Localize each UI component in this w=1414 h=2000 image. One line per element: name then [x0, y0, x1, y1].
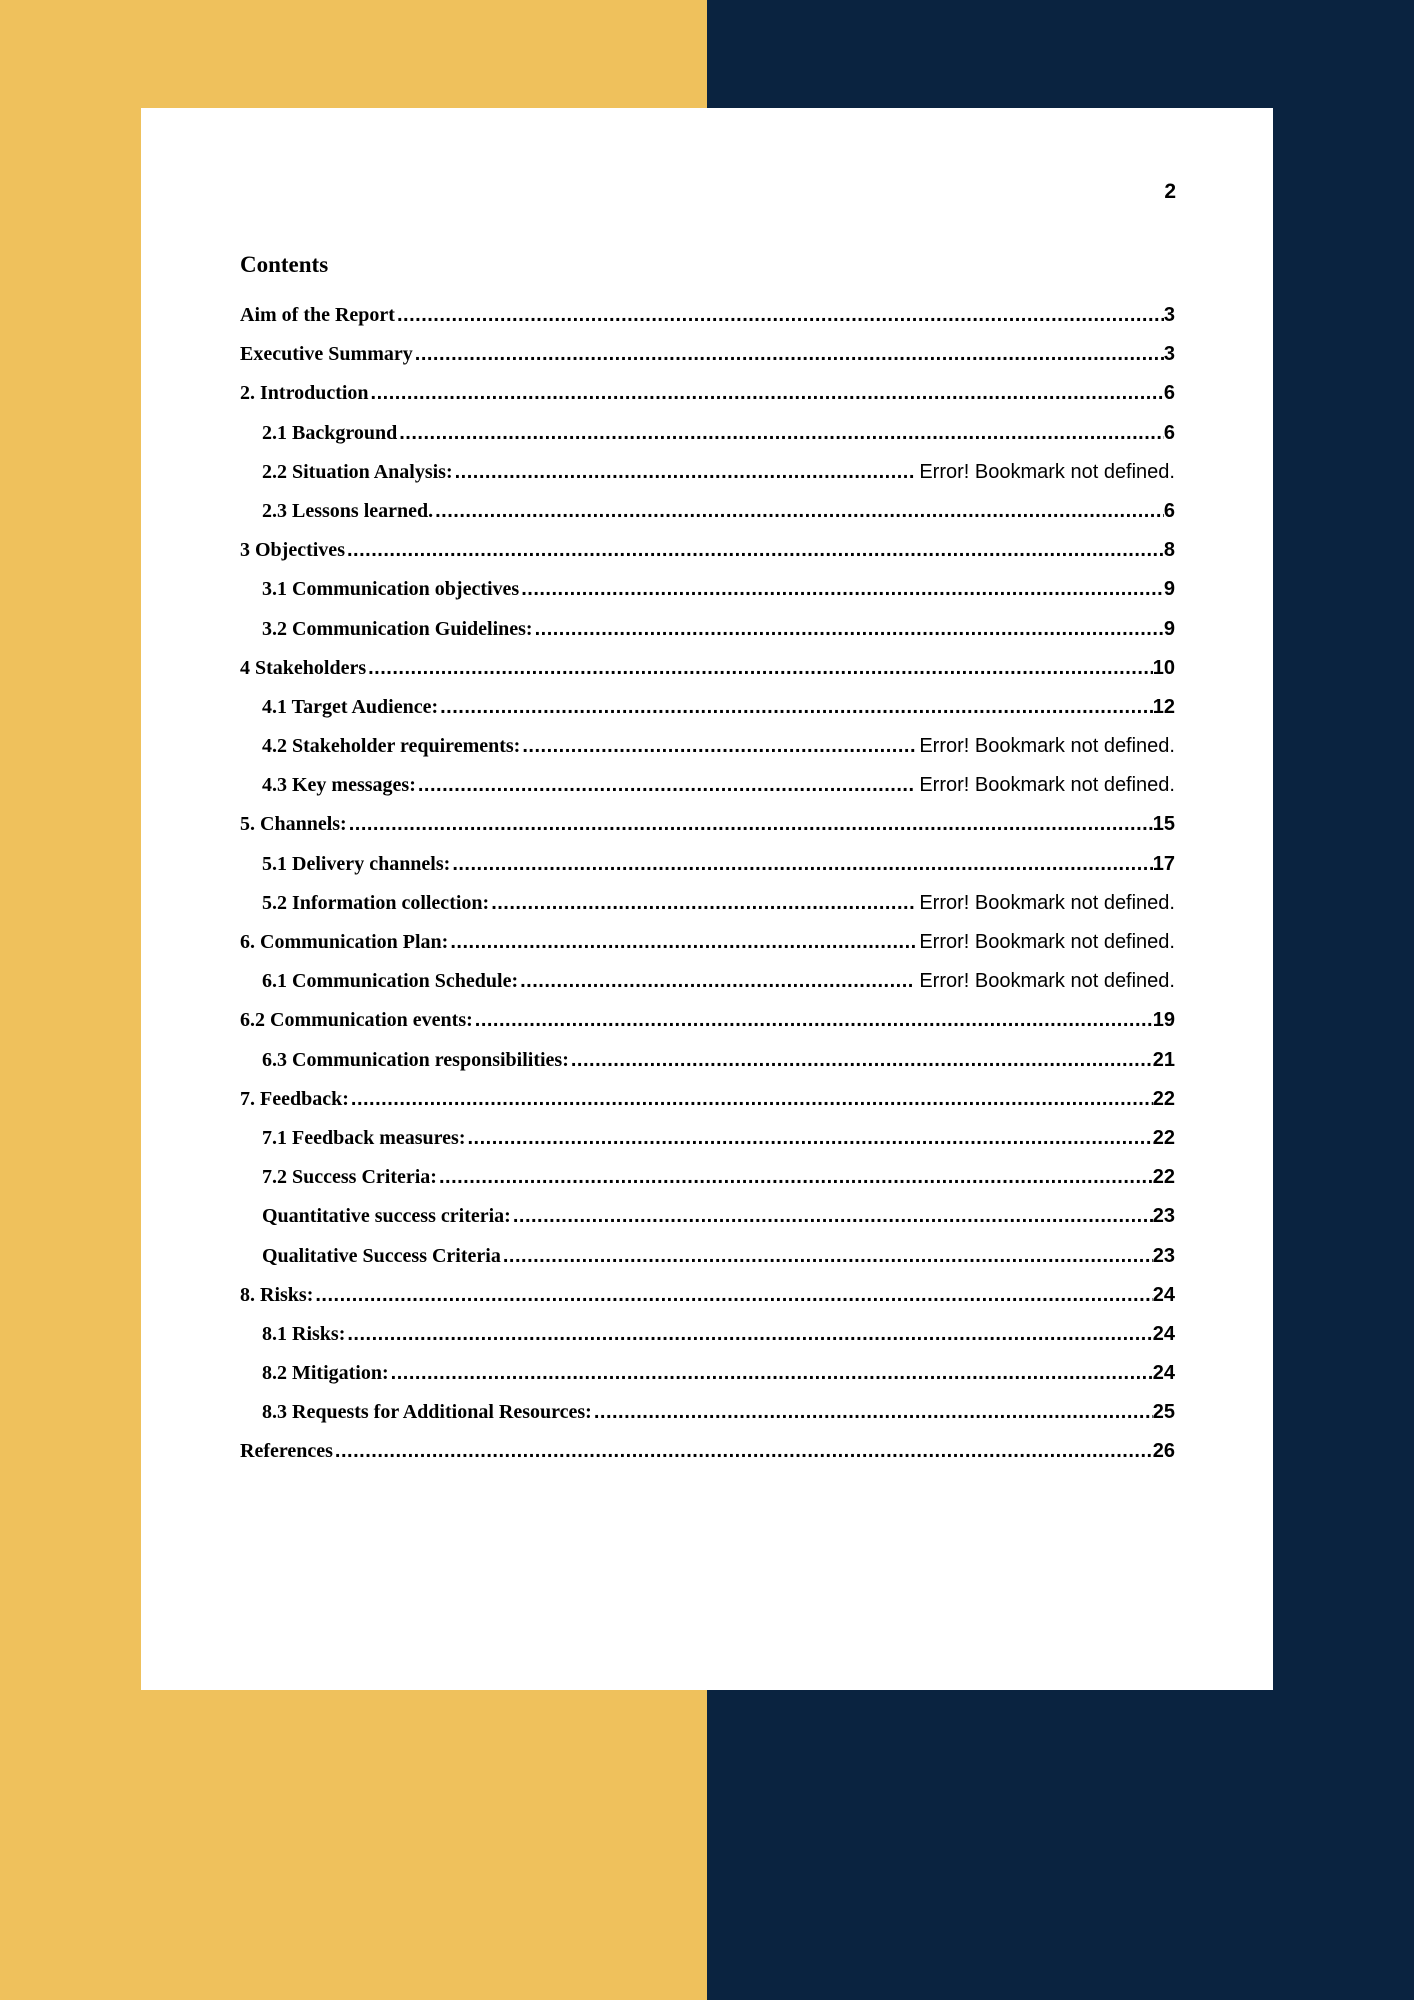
toc-entry-page: 23	[1152, 1244, 1175, 1267]
toc-entry-error: Error! Bookmark not defined.	[919, 931, 1175, 953]
toc-dot-leader	[418, 774, 915, 797]
toc-entry-label: Executive Summary	[240, 343, 413, 366]
contents-heading: Contents	[240, 252, 329, 277]
toc-entry-label: 6. Communication Plan:	[240, 931, 449, 953]
toc-entry-page: 6	[1163, 499, 1175, 522]
toc-entry-page: 6	[1163, 382, 1175, 405]
toc-entry-label: 5.2 Information collection:	[262, 891, 490, 914]
toc-dot-leader	[513, 1205, 1153, 1228]
toc-dot-leader	[347, 539, 1164, 562]
toc-entry-label: 4.3 Key messages:	[262, 774, 416, 797]
toc-entry-label: 3.1 Communication objectives	[262, 578, 520, 601]
toc-entry[interactable]	[240, 304, 1175, 343]
toc-dot-leader	[503, 1245, 1153, 1268]
toc-entry-error: Error! Bookmark not defined.	[919, 970, 1175, 993]
toc-entry-label: 2.2 Situation Analysis:	[262, 460, 453, 483]
table-of-contents	[240, 304, 1175, 1480]
toc-dot-leader	[455, 461, 916, 484]
toc-entry[interactable]	[240, 1245, 1175, 1284]
toc-dot-leader	[520, 970, 915, 993]
toc-entry[interactable]	[240, 853, 1175, 892]
toc-dot-leader	[571, 1049, 1153, 1072]
toc-dot-leader	[349, 813, 1153, 836]
toc-entry-page: 24	[1152, 1362, 1175, 1385]
toc-dot-leader	[397, 304, 1164, 327]
toc-entry-error: Error! Bookmark not defined.	[919, 891, 1175, 914]
toc-entry[interactable]	[240, 1166, 1175, 1205]
toc-entry-label: 2.1 Background	[262, 421, 398, 444]
toc-entry-page: 22	[1152, 1126, 1175, 1149]
toc-dot-leader	[468, 1127, 1153, 1150]
document-page	[141, 108, 1273, 1690]
toc-dot-leader	[475, 1009, 1153, 1032]
toc-entry[interactable]	[240, 1323, 1175, 1362]
toc-dot-leader	[347, 1323, 1152, 1346]
toc-dot-leader	[535, 618, 1164, 641]
toc-entry-page: 19	[1152, 1009, 1175, 1032]
toc-entry-page: 24	[1152, 1322, 1175, 1345]
toc-entry[interactable]	[240, 422, 1175, 461]
toc-entry-label: 8.3 Requests for Additional Resources:	[262, 1401, 592, 1424]
toc-dot-leader	[335, 1440, 1153, 1463]
toc-entry-error: Error! Bookmark not defined.	[919, 460, 1175, 483]
toc-entry-page: 9	[1163, 617, 1175, 640]
toc-dot-leader	[594, 1401, 1153, 1424]
toc-entry[interactable]	[240, 774, 1175, 813]
toc-dot-leader	[391, 1362, 1153, 1385]
toc-dot-leader	[440, 696, 1153, 719]
toc-entry[interactable]	[240, 813, 1175, 852]
toc-entry[interactable]	[240, 1127, 1175, 1166]
toc-entry-page: 25	[1152, 1401, 1175, 1424]
toc-entry-label: 7.1 Feedback measures:	[262, 1126, 466, 1149]
toc-entry-label: 2. Introduction	[240, 382, 369, 405]
toc-entry[interactable]	[240, 1205, 1175, 1244]
toc-entry[interactable]	[240, 1009, 1175, 1048]
toc-entry[interactable]	[240, 1401, 1175, 1440]
toc-entry-label: 5.1 Delivery channels:	[262, 852, 451, 875]
toc-entry-page: 22	[1152, 1087, 1175, 1110]
toc-entry-label: 8.2 Mitigation:	[262, 1362, 389, 1385]
toc-entry-page: 24	[1152, 1283, 1175, 1306]
toc-entry-label: 4 Stakeholders	[240, 656, 367, 679]
toc-entry-label: 6.2 Communication events:	[240, 1009, 473, 1032]
toc-entry-label: 6.1 Communication Schedule:	[262, 970, 519, 993]
toc-entry-label: 7.2 Success Criteria:	[262, 1166, 437, 1189]
toc-entry-label: 3.2 Communication Guidelines:	[262, 617, 533, 640]
toc-dot-leader	[439, 1166, 1153, 1189]
toc-entry-label: 2.3 Lessons learned.	[262, 499, 434, 522]
toc-entry[interactable]	[240, 892, 1175, 931]
toc-entry-error: Error! Bookmark not defined.	[919, 735, 1175, 758]
toc-entry-label: 8.1 Risks:	[262, 1322, 346, 1345]
toc-entry-page: 12	[1152, 695, 1175, 718]
toc-entry-label: 4.1 Target Audience:	[262, 695, 439, 718]
toc-dot-leader	[452, 853, 1152, 876]
toc-dot-leader	[399, 422, 1164, 445]
toc-entry[interactable]	[240, 1440, 1175, 1479]
toc-entry-label: 5. Channels:	[240, 813, 347, 836]
toc-entry-page: 10	[1152, 656, 1175, 679]
toc-dot-leader	[521, 578, 1164, 601]
toc-entry-page: 22	[1152, 1166, 1175, 1189]
toc-entry-label: 3 Objectives	[240, 539, 345, 562]
toc-entry-page: 8	[1163, 539, 1175, 562]
toc-entry[interactable]	[240, 618, 1175, 657]
toc-dot-leader	[315, 1284, 1152, 1307]
toc-dot-leader	[491, 892, 915, 915]
toc-entry-label: References	[240, 1440, 333, 1463]
toc-dot-leader	[371, 382, 1164, 405]
toc-entry[interactable]	[240, 931, 1175, 970]
toc-entry-label: Quantitative success criteria:	[262, 1205, 511, 1228]
toc-entry-page: 23	[1152, 1205, 1175, 1228]
toc-entry-label: 6.3 Communication responsibilities:	[262, 1048, 569, 1071]
toc-entry[interactable]	[240, 382, 1175, 421]
toc-entry[interactable]	[240, 343, 1175, 382]
toc-entry-page: 17	[1152, 852, 1175, 875]
toc-dot-leader	[415, 343, 1164, 366]
toc-entry-label: Qualitative Success Criteria	[262, 1244, 501, 1267]
toc-dot-leader	[522, 735, 915, 758]
toc-dot-leader	[450, 931, 915, 954]
toc-entry-page: 6	[1163, 421, 1175, 444]
toc-entry-label: 7. Feedback:	[240, 1087, 349, 1110]
toc-entry[interactable]	[240, 1049, 1175, 1088]
toc-entry[interactable]	[240, 578, 1175, 617]
toc-entry[interactable]	[240, 1284, 1175, 1323]
toc-entry-label: Aim of the Report	[240, 304, 395, 326]
toc-entry[interactable]	[240, 500, 1175, 539]
toc-dot-leader	[435, 500, 1164, 523]
toc-entry[interactable]	[240, 735, 1175, 774]
toc-entry-label: 4.2 Stakeholder requirements:	[262, 735, 521, 758]
toc-entry-page: 9	[1163, 578, 1175, 601]
toc-entry-page: 3	[1163, 304, 1175, 326]
toc-entry[interactable]	[240, 657, 1175, 696]
toc-entry[interactable]	[240, 696, 1175, 735]
toc-entry[interactable]	[240, 461, 1175, 500]
toc-entry-page: 15	[1152, 813, 1175, 836]
toc-entry-page: 3	[1163, 343, 1175, 366]
toc-dot-leader	[351, 1088, 1153, 1111]
toc-entry[interactable]	[240, 970, 1175, 1009]
toc-entry-error: Error! Bookmark not defined.	[919, 774, 1175, 797]
toc-entry[interactable]	[240, 1362, 1175, 1401]
toc-entry-page: 21	[1152, 1048, 1175, 1071]
page-number: 2	[1164, 180, 1176, 203]
toc-entry[interactable]	[240, 539, 1175, 578]
toc-dot-leader	[368, 657, 1153, 680]
toc-entry-label: 8. Risks:	[240, 1283, 314, 1306]
toc-entry[interactable]	[240, 1088, 1175, 1127]
toc-entry-page: 26	[1152, 1440, 1175, 1463]
